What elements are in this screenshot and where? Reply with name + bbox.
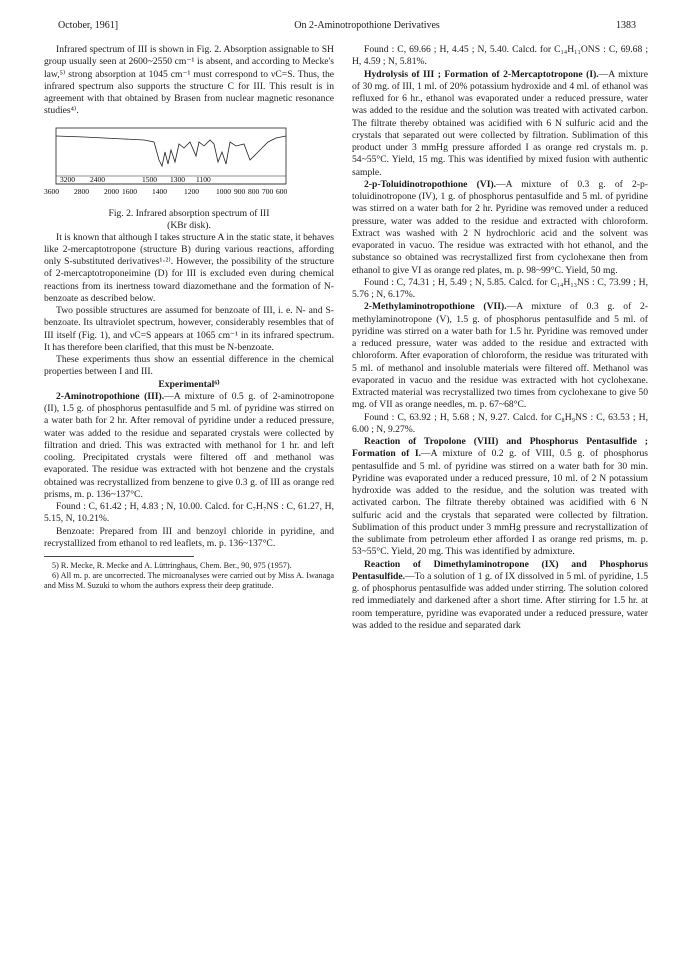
- right-column: [352, 44, 648, 632]
- paragraph-analysis-vi: Found : C, 74.31 ; H, 5.49 ; N, 5.85. Calcd. for C₁₄H₁₃NS : C, 73.99 ; H, 5.76 ; N, 6.17%.: [352, 276, 648, 300]
- experimental-heading: Experimental⁶⁾: [158, 378, 220, 390]
- compound-title: 2-p-Toluidinotropothione (VI).: [364, 178, 497, 190]
- spectrum-trace: [56, 136, 286, 166]
- paragraph-tropolone: [352, 436, 648, 559]
- footnote-6: 6) All m. p. are uncorrected. The microanalyses were carried out by Miss A. Iwanaga and Miss M. Suzuki to whom the authors express their deep gratitude.: [44, 571, 334, 590]
- paragraph-benzoate-prep: Benzoate: Prepared from III and benzoyl chloride in pyridine, and recrystallized from ethanol to red leaflets, m. p. 136~137°C.: [44, 525, 334, 549]
- paragraph-hydrolysis: [352, 69, 648, 179]
- paragraph-toluidino: [352, 179, 648, 277]
- footnote-5: 5) R. Mecke, R. Mecke and A. Lüttringhaus, Chem. Ber., 90, 975 (1957).: [52, 561, 292, 570]
- paragraph-analysis-benzoate: Found : C, 69.66 ; H, 4.45 ; N, 5.40. Calcd. for C₁₄H₁₁ONS : C, 69.68 ; H, 4.59 ; N, 5.81%.: [352, 44, 648, 68]
- paragraph-benzoate: Two possible structures are assumed for benzoate of III, i. e. N- and S-benzoate. Its ultraviolet spectrum, however, considerably resembles that of III itself (Fig. 1), and νC=S appears at 1065 cm⁻¹ in its infrared spectrum. It has therefore been clarified, that this must be N-benzoate.: [44, 305, 334, 353]
- procedure-text: —A mixture of 0.2 g. of VIII, 0.5 g. of phosphorus pentasulfide and 5 ml. of pyridine was stirred on a water bath for 30 min. Pyridine was evaporated under a reduced pressure, 10 ml. of 2 N potassium hydroxide was added to the residue, and the solution was treated with activated carbon. The filtrate thereby obtained was acidified with 6 N sulfuric acid and the crystals that separated were collected by filtration. Sublimation of this product under 3 mmHg pressure and recrystallization of the sublimate from petroleum ether afforded I as orange red prisms, m. p. 53~55°C. Yield, 20 mg. This was identified by admixture.: [352, 448, 648, 558]
- figure-caption: [44, 208, 334, 232]
- procedure-text: —A mixture of 0.3 g. of 2-methylaminotropone (V), 1.5 g. of phosphorus pentasulfide and 5 ml. of pyridine was stirred on a water bath for 1.5 hr. Pyridine was removed under a reduced pressure, water was added to the residue and extracted with chloroform. After evaporation of chloroform, the residue was triturated with 5 ml. of methanol and insoluble materials were filtered off. Methanol was evaporated in vacuo and the residue was extracted with hot cyclohexane. Extracted material was recrystallized two times from cyclohexane to give 50 mg. of VII as orange needles, m. p. 67~68°C.: [352, 301, 649, 411]
- compound-title: Reaction of Dimethylaminotropone (IX) and Phosphorus Pentasulfide.: [352, 558, 648, 582]
- procedure-text: —A mixture of 0.3 g. of 2-p-toluidinotropone (IV), 1 g. of phosphorus pentasulfide and 5 ml. of pyridine was stirred on a water bath for 2 hr. Pyridine was removed under a reduced pressure, water was added to the residue and extracted with chloroform. Extract was washed with 2 N hydrochloric acid and the solvent was evaporated in vacuo. The residue was extracted with hot ethanol, and the substance so obtained was recrystallized first from cyclohexane then from ethanol to give VI as orange red plates, m. p. 98~99°C. Yield, 50 mg.: [352, 178, 648, 276]
- paragraph-analysis-iii: Found : C, 61.42 ; H, 4.83 ; N, 10.00. Calcd. for C₇H₇NS : C, 61.27, H, 5.15, N, 10.21%.: [44, 501, 334, 525]
- tick-bot-3600: 3600: [44, 186, 59, 196]
- paragraph-conclusion: These experiments thus show an essential difference in the chemical properties between I and III.: [44, 354, 334, 378]
- compound-title: 2-Methylaminotropothione (VII).: [364, 301, 507, 313]
- tick-bot-1000: 1000: [216, 186, 231, 196]
- compound-title: Reaction of Tropolone (VIII) and Phosphorus Pentasulfide ; Formation of I.: [352, 436, 648, 460]
- procedure-text: —A mixture of 0.5 g. of 2-aminotropone (II), 1.5 g. of phosphorus pentasulfide and 5 ml. of pyridine was stirred on a water bath for 2 hr. After removal of pyridine under a reduced pressure, water was added to the residue and separated crystals were collected by filtration and dried. This was extracted with methanol for 1 hr. and left cooling. Precipitated crystals were filtered off and methanol was evaporated. The residue was extracted with hot benzene and the crystals obtained was recrystallized from benzene to give 0.3 g. of III as orange red prisms, m. p. 136~137°C.: [44, 390, 334, 500]
- tick-top-1300: 1300: [170, 174, 185, 184]
- paragraph-dimethylamino: [352, 559, 648, 633]
- figure-caption-line2: (KBr disk).: [167, 219, 211, 231]
- tick-bot-800: 800: [248, 186, 260, 196]
- left-column: [44, 44, 334, 591]
- paragraph-ir-spectrum: Infrared spectrum of III is shown in Fig. 2. Absorption assignable to SH group usually seen at 2600~2550 cm⁻¹ is absent, and according to Mecke's law,⁵⁾ strong absorption at 1045 cm⁻¹ must correspond to νC=S. Thus, the infrared spectrum also supports the structure C for III. This result is in agreement with that obtained by Brasen from nuclear magnetic resonance studies⁴⁾.: [44, 44, 334, 117]
- tick-top-2400: 2400: [90, 174, 105, 184]
- footnotes: [44, 556, 334, 591]
- tick-bot-600: 600: [276, 186, 288, 196]
- page-number: 1383: [615, 20, 636, 31]
- paragraph-aminotropothione: [44, 391, 334, 501]
- tick-bot-1200: 1200: [184, 186, 199, 196]
- procedure-text: —To a solution of 1 g. of IX dissolved in 5 ml. of pyridine, 1.5 g. of phosphorus pentasulfide was added under stirring. The solution colored red immediately and darkened after a short time. After stirring for 1.5 hr. at room temperature, pyridine was evaporated under a reduced pressure, water was added to the residue and separated dark: [352, 570, 648, 631]
- paragraph-methylamino: [352, 301, 648, 411]
- ir-spectrum-plot: [44, 122, 334, 208]
- tick-bot-700: 700: [262, 186, 274, 196]
- header-title: On 2-Aminotropothione Derivatives: [294, 20, 440, 31]
- tick-top-3200: 3200: [60, 174, 75, 184]
- tick-bot-900: 900: [234, 186, 246, 196]
- compound-title: Hydrolysis of III ; Formation of 2-Mercaptotropone (I).: [364, 68, 599, 80]
- compound-title: 2-Aminotropothione (III).: [56, 390, 165, 402]
- running-header: [58, 20, 636, 36]
- procedure-text: —A mixture of 30 mg. of III, 1 ml. of 20% potassium hydroxide and 4 ml. of ethanol was refluxed for 6 hr., ethanol was evaporated under a reduced pressure, water was added to the residue and the solution was treated with activated carbon. The filtrate thereby obtained was acidified with 6 N sulfuric acid and the crystals that separated out were collected by filtration. Sublimation of this product under 3 mmHg pressure afforded I as orange red crystals m. p. 54~55°C. Yield, 15 mg. This was identified by mixed fusion with authentic sample.: [352, 68, 648, 178]
- header-date: October, 1961]: [58, 20, 119, 31]
- figure-caption-line1: Fig. 2. Infrared absorption spectrum of III: [108, 207, 270, 219]
- tick-bot-1600: 1600: [122, 186, 137, 196]
- tick-top-1100: 1100: [196, 174, 211, 184]
- tick-top-1500: 1500: [142, 174, 157, 184]
- figure-ir-spectrum: [44, 122, 334, 208]
- tick-bot-1400: 1400: [152, 186, 167, 196]
- tick-bot-2000: 2000: [104, 186, 119, 196]
- paragraph-analysis-vii: Found : C, 63.92 ; H, 5.68 ; N, 9.27. Calcd. for C₈H₉NS : C, 63.53 ; H, 6.00 ; N, 9.27%.: [352, 411, 648, 435]
- tick-bot-2800: 2800: [74, 186, 89, 196]
- paragraph-structure: It is known that although I takes structure A in the static state, it behaves like 2-mercaptotropone (structure B) during various reactions, affording only S-substituted derivatives¹·²⁾. However, the possibility of the structure of 2-mercaptotroponeimine (D) for III is excluded even during chemical reactions from its inertness toward diazomethane and the formation of N-benzoate as described below.: [44, 231, 334, 304]
